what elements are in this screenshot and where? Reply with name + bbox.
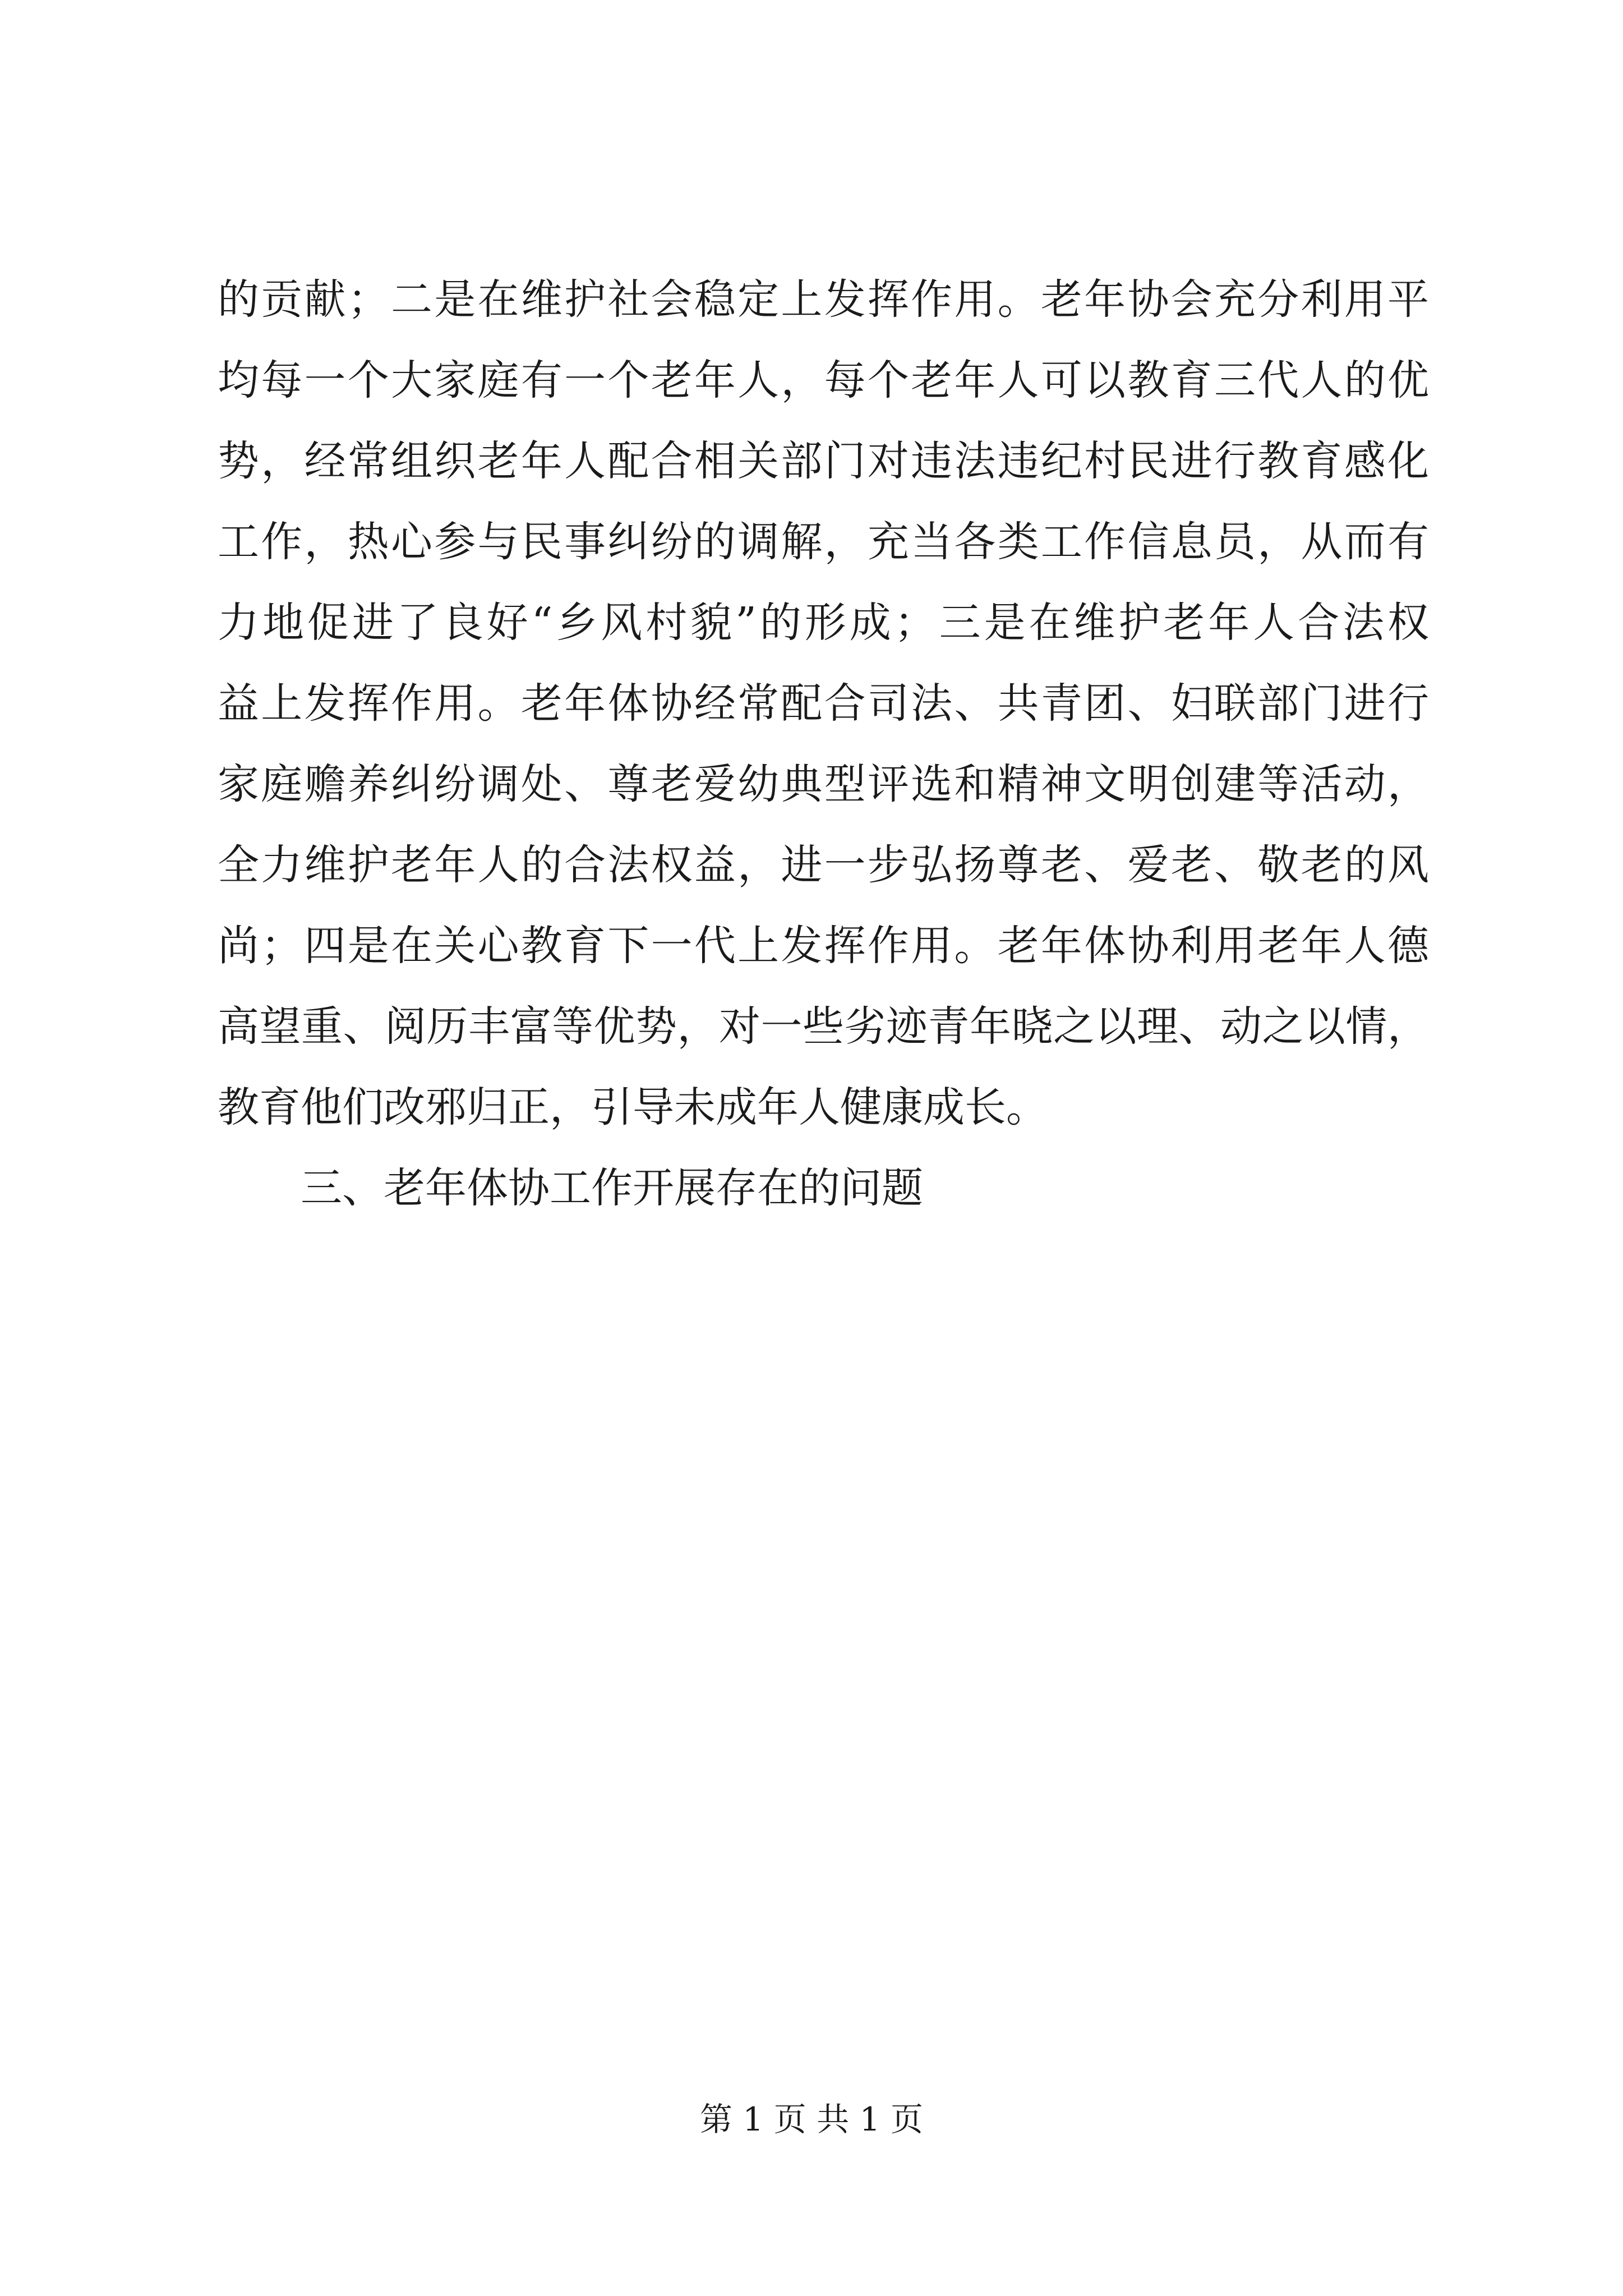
paragraph-line: 益上发挥作用。老年体协经常配合司法、共青团、妇联部门进行 — [218, 679, 1429, 728]
paragraph-line: 全力维护老年人的合法权益，进一步弘扬尊老、爱老、敬老的风 — [218, 841, 1429, 889]
paragraph-line: 均每一个大家庭有一个老年人，每个老年人可以教育三代人的优 — [218, 356, 1429, 404]
paragraph-line: 高望重、阅历丰富等优势，对一些劣迹青年晓之以理、动之以情， — [218, 1002, 1429, 1051]
section-heading: 三、老年体协工作开展存在的问题 — [301, 1164, 923, 1212]
paragraph-line: 尚；四是在关心教育下一代上发挥作用。老年体协利用老年人德 — [218, 922, 1429, 970]
paragraph-line: 家庭赡养纠纷调处、尊老爱幼典型评选和精神文明创建等活动， — [218, 760, 1429, 808]
page-footer: 第 1 页 共 1 页 — [700, 2100, 923, 2138]
paragraph-line: 势，经常组织老年人配合相关部门对违法违纪村民进行教育感化 — [218, 437, 1429, 485]
document-body — [218, 259, 1429, 1228]
paragraph-line: 的贡献；二是在维护社会稳定上发挥作用。老年协会充分利用平 — [218, 275, 1429, 324]
paragraph-line: 工作，热心参与民事纠纷的调解，充当各类工作信息员，从而有 — [218, 518, 1429, 566]
paragraph-line: 力地促进了良好“乡风村貌”的形成；三是在维护老年人合法权 — [218, 599, 1429, 647]
paragraph-line: 教育他们改邪归正，引导未成年人健康成长。 — [218, 1083, 1048, 1131]
